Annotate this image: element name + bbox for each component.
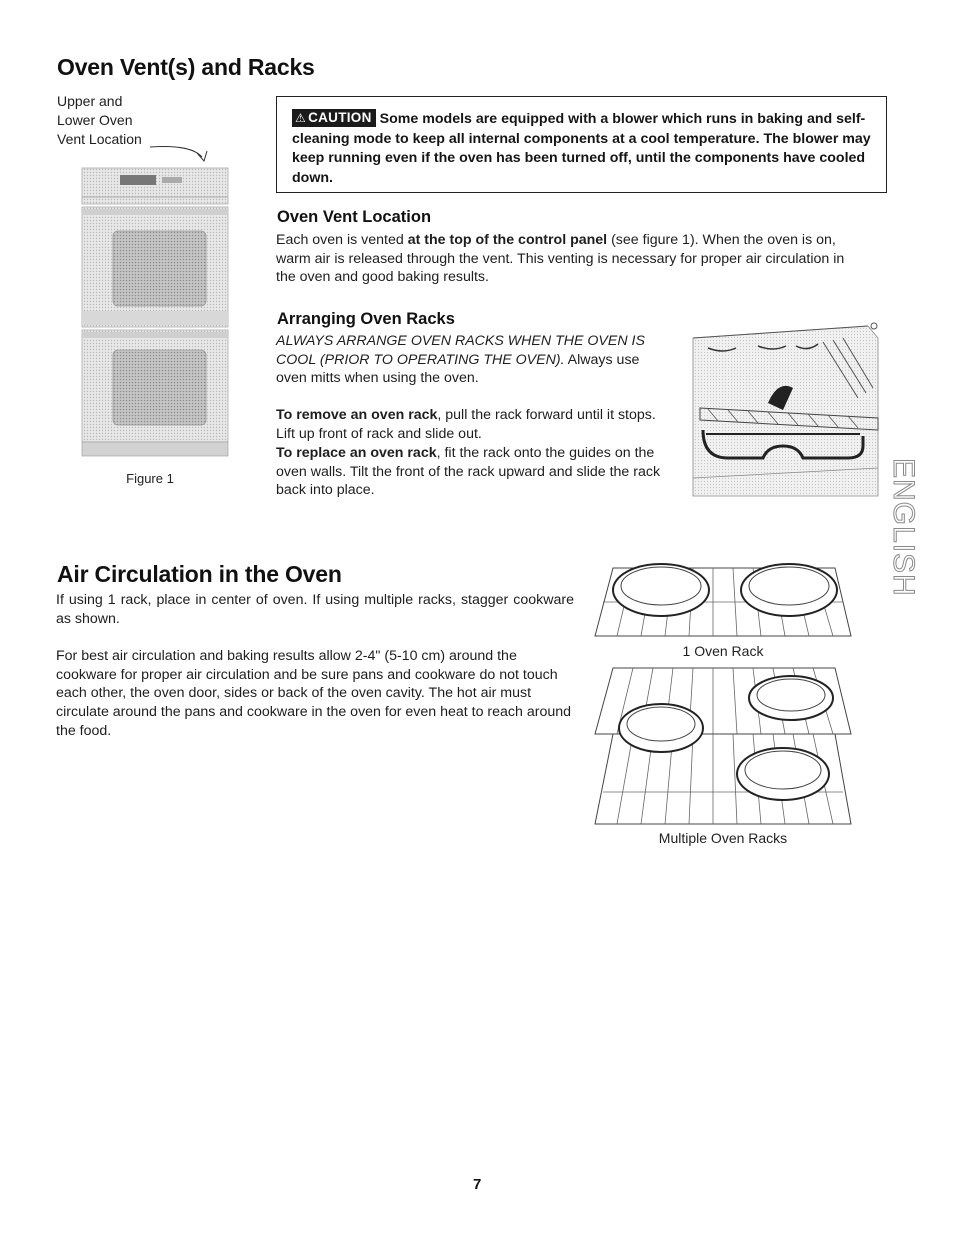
caution-badge — [292, 109, 376, 127]
vent-label-line-2: Lower Oven — [57, 112, 133, 128]
oven-vent-location-text — [276, 231, 866, 287]
caution-badge-label: CAUTION — [308, 110, 372, 125]
multiple-racks-illustration — [593, 664, 855, 828]
replace-rack-bold: To replace an oven rack — [276, 445, 437, 461]
caution-box — [276, 96, 887, 193]
oven-vent-location-title: Oven Vent Location — [277, 208, 432, 226]
vent-label-line-1: Upper and — [57, 93, 123, 109]
replace-rack-text — [276, 444, 674, 500]
remove-rack-body: , pull the rack forward until it stops. Lift up front of rack and slide out. — [276, 407, 656, 442]
language-side-tab: ENGLISH — [887, 458, 920, 597]
one-rack-illustration — [593, 560, 855, 642]
double-oven-figure — [80, 135, 230, 465]
remove-rack-bold: To remove an oven rack — [276, 407, 438, 423]
section-title-air-circulation: Air Circulation in the Oven — [57, 561, 342, 587]
figure-caption: Figure 1 — [126, 471, 174, 486]
section-title-vents-racks: Oven Vent(s) and Racks — [57, 54, 315, 80]
arranging-racks-title: Arranging Oven Racks — [277, 310, 455, 328]
caution-text: Some models are equipped with a blower which runs in baking and self-cleaning mode to keep all internal components at a cool temperature. The blower may keep running even if the oven has been turned off, until the components have cooled down. — [292, 111, 871, 186]
vent-text-part-1: Each oven is vented — [276, 232, 408, 248]
air-circulation-paragraph-1: If using 1 rack, place in center of oven. If using multiple racks, stagger cookware as shown. — [56, 592, 574, 627]
vent-text-bold: at the top of the control panel — [407, 232, 608, 248]
warning-icon: ⚠ — [295, 111, 307, 125]
oven-interior-rack-illustration — [688, 318, 888, 498]
arranging-racks-intro — [276, 332, 674, 388]
air-circulation-paragraph-2: For best air circulation and baking results allow 2-4" (5-10 cm) around the cookware for proper air circulation and be sure pans and cookware do not touch each other, the oven door, sides or back of the oven cavity. The hot air must circulate around the pans and cookware in the oven for even heat to reach around the food. — [56, 648, 572, 739]
page-number: 7 — [473, 1176, 482, 1193]
multiple-racks-caption: Multiple Oven Racks — [658, 830, 788, 846]
arranging-after-italic: Always use oven mitts when using the oven. — [276, 351, 640, 387]
replace-rack-body: , fit the rack onto the guides on the oven walls. Tilt the front of the rack upward and slide the rack back into place. — [276, 445, 661, 499]
arranging-italic: ALWAYS ARRANGE OVEN RACKS WHEN THE OVEN IS COOL (PRIOR TO OPERATING THE OVEN). — [276, 333, 645, 368]
one-rack-caption: 1 Oven Rack — [682, 643, 764, 659]
vent-text-part-2: (see figure 1). When the oven is on, warm air is released through the vent. This venting is necessary for proper air circulation in the oven and good baking results. — [276, 232, 845, 286]
vent-label-line-3: Vent Location — [57, 131, 142, 147]
remove-rack-text — [276, 406, 674, 443]
